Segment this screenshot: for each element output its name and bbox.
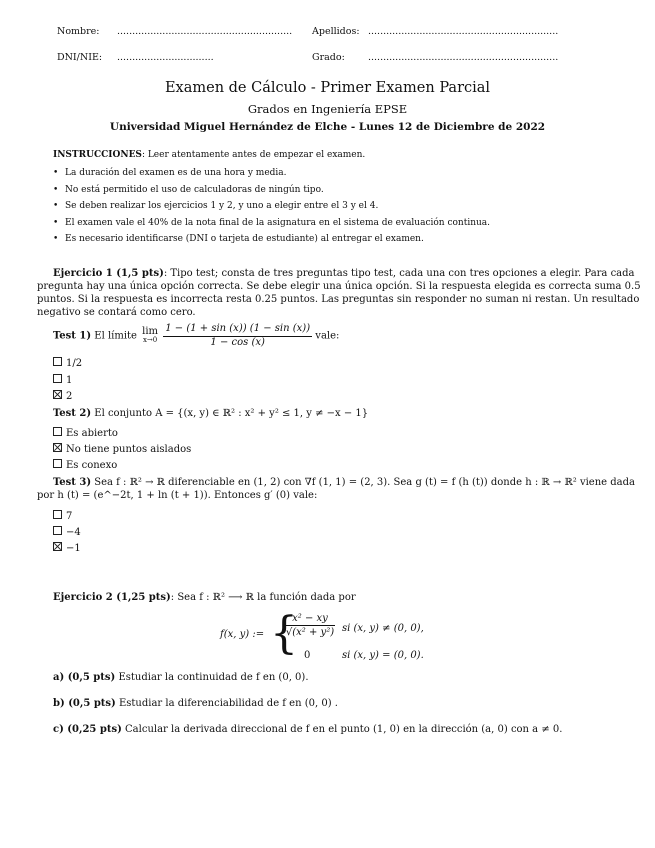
instructions-label: INSTRUCCIONES (53, 150, 142, 160)
dni-field[interactable]: ................................ (117, 52, 214, 63)
test2-option-2[interactable] (53, 443, 191, 457)
exam-subtitle: Grados en Ingeniería EPSE (247, 102, 408, 116)
ej2-part-b (53, 698, 338, 711)
test3-label: Test 3) (53, 477, 92, 488)
university-line: Universidad Miguel Hernández de Elche - Lunes 12 de Diciembre de 2022 (109, 121, 546, 133)
test3-option-1[interactable] (53, 510, 72, 524)
test3-option-3[interactable] (53, 542, 81, 556)
ej2-part-a (53, 672, 309, 685)
option-label: Es conexo (66, 460, 118, 471)
test2-question (53, 408, 368, 421)
lim-text: lim (142, 326, 159, 337)
instruction-item: • El examen vale el 40% de la nota final de la asignatura en el sistema de evaluación continua. (65, 218, 490, 228)
option-label: −1 (66, 543, 81, 554)
fdef-label: f(x, y) := (220, 629, 265, 640)
checkbox-checked-icon[interactable] (53, 390, 62, 399)
test1-question (53, 323, 339, 349)
grado-field[interactable]: ............................................................... (368, 52, 559, 63)
instructions-intro: : Leer atentamente antes de empezar el examen. (141, 150, 366, 160)
test1-numerator: 1 − (1 + sin (x)) (1 − sin (x)) (163, 323, 312, 337)
limit-operator (142, 327, 158, 345)
test1-text-before: El límite (94, 330, 137, 342)
test2-label: Test 2) (53, 408, 92, 419)
ej1-line-1 (53, 268, 635, 281)
case1-condition: si (x, y) ≠ (0, 0), (342, 623, 424, 634)
part-text: Calcular la derivada direccional de f en el punto (1, 0) en la dirección (a, 0) con a ≠ 0. (125, 724, 563, 735)
checkbox-checked-icon[interactable] (53, 443, 62, 452)
instruction-item: • Se deben realizar los ejercicios 1 y 2, y uno a elegir entre el 3 y el 4. (65, 201, 378, 211)
checkbox-empty-icon[interactable] (53, 357, 62, 366)
nombre-field[interactable]: .......................................................... (117, 26, 293, 37)
test1-option-3[interactable] (53, 390, 72, 404)
ej2-text: : Sea f : ℝ² ⟶ ℝ la función dada por (170, 592, 356, 603)
option-label: 1 (66, 375, 73, 386)
part-text: Estudiar la diferenciabilidad de f en (0, 0) . (118, 698, 338, 709)
option-label: −4 (66, 527, 81, 538)
option-label: Es abierto (66, 428, 118, 439)
test3-text-1: Sea f : ℝ² → ℝ diferenciable en (1, 2) con ∇f (1, 1) = (2, 3). Sea g (t) = f (h (t)) donde h : ℝ → ℝ² viene dada (94, 477, 635, 488)
part-text: Estudiar la continuidad de f en (0, 0). (118, 672, 309, 683)
test1-label: Test 1) (53, 330, 92, 342)
case2-condition: si (x, y) = (0, 0). (342, 650, 424, 661)
ej1-line-2: pregunta hay una única opción correcta. Se debe elegir una única opción. Si la respuesta elegida es correcta suma 0.5 (37, 281, 641, 292)
exam-title: Examen de Cálculo - Primer Examen Parcial (164, 80, 491, 96)
test1-fraction (163, 323, 312, 349)
test2-option-1[interactable] (53, 427, 118, 441)
checkbox-empty-icon[interactable] (53, 459, 62, 468)
ej2-label: Ejercicio 2 (1,25 pts) (53, 592, 171, 603)
lim-subscript: x→0 (142, 336, 158, 344)
instruction-item: • No está permitido el uso de calculadoras de ningún tipo. (65, 185, 324, 195)
test1-option-1[interactable] (53, 357, 82, 371)
checkbox-empty-icon[interactable] (53, 374, 62, 383)
option-label: 7 (66, 511, 73, 522)
case1-numerator: x² − xy (285, 613, 335, 626)
part-label: c) (0,25 pts) (53, 724, 122, 735)
ej1-label: Ejercicio 1 (1,5 pts) (53, 268, 164, 279)
checkbox-empty-icon[interactable] (53, 526, 62, 535)
apellidos-field[interactable]: ............................................................... (368, 26, 559, 37)
dni-label: DNI/NIE: (57, 52, 103, 63)
grado-label: Grado: (312, 52, 345, 63)
option-label: 2 (66, 391, 73, 402)
apellidos-label: Apellidos: (312, 26, 360, 37)
instruction-item: • Es necesario identificarse (DNI o tarjeta de estudiante) al entregar el examen. (65, 234, 424, 244)
option-label: 1/2 (66, 358, 83, 369)
case2-value: 0 (304, 650, 311, 661)
test3-option-2[interactable] (53, 526, 81, 540)
checkbox-checked-icon[interactable] (53, 542, 62, 551)
ej1-line-3: puntos. Si la respuesta es incorrecta resta 0.25 puntos. Las preguntas sin responder no suman ni restan. Un resultado (37, 294, 640, 305)
part-label: b) (0,5 pts) (53, 698, 116, 709)
test2-text: El conjunto A = {(x, y) ∈ ℝ² : x² + y² ≤ 1, y ≠ −x − 1} (94, 408, 369, 419)
nombre-label: Nombre: (57, 26, 100, 37)
test1-option-2[interactable] (53, 374, 72, 388)
checkbox-empty-icon[interactable] (53, 510, 62, 519)
case1-fraction (285, 613, 335, 638)
left-brace-icon: { (270, 608, 298, 659)
part-label: a) (0,5 pts) (53, 672, 116, 683)
test2-option-3[interactable] (53, 459, 117, 473)
ej2-intro (53, 592, 356, 605)
instruction-item: • La duración del examen es de una hora y media. (65, 168, 287, 178)
checkbox-empty-icon[interactable] (53, 427, 62, 436)
instructions-header (53, 150, 365, 160)
ej1-text-1: : Tipo test; consta de tres preguntas tipo test, cada una con tres opciones a elegir. Para cada (163, 268, 635, 279)
ej1-line-4: negativo se contará como cero. (37, 307, 196, 318)
option-label: No tiene puntos aislados (66, 444, 192, 455)
case1-denominator: √(x² + y²) (285, 627, 335, 638)
test1-denominator: 1 − cos (x) (210, 336, 265, 348)
test1-text-after: vale: (315, 330, 340, 342)
ej2-part-c (53, 724, 562, 737)
test3-line-1 (53, 477, 635, 490)
test3-line-2: por h (t) = (e^−2t, 1 + ln (t + 1)). Entonces g′ (0) vale: (37, 490, 318, 501)
